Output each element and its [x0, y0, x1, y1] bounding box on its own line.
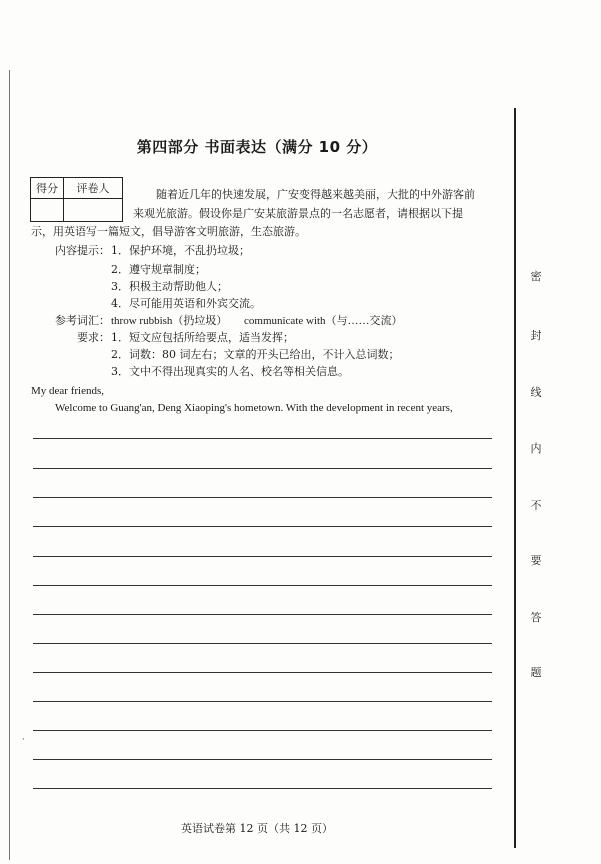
vocab-word-2: communicate with（与……交流） [244, 315, 403, 327]
requirements-label: 要求： [77, 331, 110, 344]
page-footer: 英语试卷第 12 页（共 12 页） [181, 822, 333, 835]
vocab-word-1: throw rubbish（扔垃圾） [111, 315, 228, 327]
grader-cell[interactable] [64, 199, 123, 222]
seal-char: 封 [530, 329, 542, 342]
writing-line[interactable] [33, 585, 492, 586]
seal-char: 要 [530, 554, 542, 567]
content-hint-item: 2．遵守规章制度； [111, 263, 206, 276]
requirement-item: 2．词数：80 词左右；文章的开头已给出，不计入总词数； [111, 348, 400, 361]
writing-line[interactable] [33, 701, 492, 702]
writing-line[interactable] [33, 643, 492, 644]
essay-greeting: My dear friends, [31, 385, 105, 397]
writing-line[interactable] [33, 730, 492, 731]
vocab-label: 参考词汇： [55, 314, 110, 327]
seal-char: 密 [530, 270, 542, 283]
content-hint-item: 3．积极主动帮助他人； [111, 280, 228, 293]
seal-char: 线 [530, 386, 542, 399]
content-hints-label: 内容提示： [55, 244, 110, 257]
stray-mark: · [22, 735, 25, 745]
writing-line[interactable] [33, 497, 492, 498]
content-hint-item: 1．保护环境，不乱扔垃圾； [111, 244, 250, 257]
writing-line[interactable] [33, 672, 492, 673]
grader-label: 评卷人 [64, 178, 123, 199]
seal-char: 题 [530, 666, 542, 679]
seal-char: 答 [530, 611, 542, 624]
seal-separator-line [514, 108, 516, 848]
content-hint-item: 4．尽可能用英语和外宾交流。 [111, 297, 261, 310]
requirement-item: 3．文中不得出现真实的人名、校名等相关信息。 [111, 365, 349, 378]
score-label: 得分 [31, 178, 64, 199]
writing-line[interactable] [33, 614, 492, 615]
requirement-item: 1．短文应包括所给要点，适当发挥； [111, 331, 294, 344]
essay-opening: Welcome to Guang'an, Deng Xiaoping's hometown. With the development in recent years, [55, 402, 453, 414]
score-cell[interactable] [31, 199, 64, 222]
left-border-line [9, 70, 10, 860]
seal-char: 不 [530, 499, 542, 512]
section-title: 第四部分 书面表达（满分 10 分） [136, 138, 378, 156]
writing-line[interactable] [33, 526, 492, 527]
writing-line[interactable] [33, 468, 492, 469]
writing-line[interactable] [33, 556, 492, 557]
seal-char: 内 [530, 442, 542, 455]
prompt-line-2: 来观光旅游。假设你是广安某旅游景点的一名志愿者，请根据以下提 [133, 207, 463, 220]
prompt-line-1: 随着近几年的快速发展，广安变得越来越美丽，大批的中外游客前 [156, 188, 475, 201]
writing-line[interactable] [33, 438, 492, 439]
writing-line[interactable] [33, 788, 492, 789]
prompt-line-3: 示，用英语写一篇短文，倡导游客文明旅游，生态旅游。 [31, 225, 306, 238]
writing-line[interactable] [33, 759, 492, 760]
score-box [30, 177, 123, 222]
